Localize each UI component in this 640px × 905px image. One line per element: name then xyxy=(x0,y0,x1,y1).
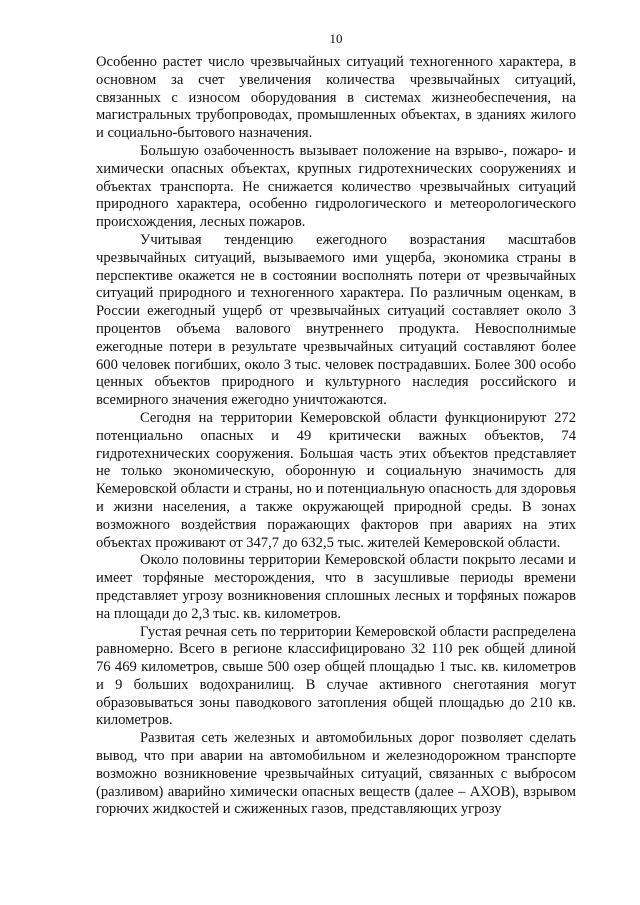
paragraph-3: Учитывая тенденцию ежегодного возрастания масштабов чрезвычайных ситуаций, вызываемого ими ущерба, экономика страны в перспективе окажется не в состоянии восполнять потери от чрезвычайных ситуаций природного и техногенного характера. По различным оценкам, в России ежегодный ущерб от чрезвычайных ситуаций составляет около 3 процентов объема валового внутреннего продукта. Невосполнимые ежегодные потери в результате чрезвычайных ситуаций составляют более 600 человек погибших, около 3 тыс. человек пострадавших. Более 300 особо ценных объектов природного и культурного наследия российского и всемирного значения ежегодно уничтожаются. xyxy=(96,231,576,409)
paragraph-4: Сегодня на территории Кемеровской области функционируют 272 потенциально опасных и 49 критически важных объектов, 74 гидротехнических сооружения. Большая часть этих объектов представляет не только экономическую, оборонную и социальную значимость для Кемеровской области и страны, но и потенциальную опасность для здоровья и жизни населения, а также окружающей природной среды. В зонах возможного воздействия поражающих факторов при авариях на этих объектах проживают от 347,7 до 632,5 тыс. жителей Кемеровской области. xyxy=(96,409,576,551)
paragraph-1: Особенно растет число чрезвычайных ситуаций техногенного характера, в основном за счет увеличения количества чрезвычайных ситуаций, связанных с износом оборудования в системах жизнеобеспечения, на магистральных трубопроводах, промышленных объектах, в зданиях жилого и социально-бытового назначения. xyxy=(96,54,576,142)
paragraph-2: Большую озабоченность вызывает положение на взрыво-, пожаро- и химически опасных объектах, крупных гидротехнических сооружениях и объектах транспорта. Не снижается количество чрезвычайных ситуаций природного характера, особенно гидрологического и метеорологического происхождения, лесных пожаров. xyxy=(96,142,576,231)
paragraph-7: Развитая сеть железных и автомобильных дорог позволяет сделать вывод, что при аварии на автомобильном и железнодорожном транспорте возможно возникновение чрезвычайных ситуаций, связанных с выбросом (разливом) аварийно химически опасных веществ (далее – АХОВ), взрывом горючих жидкостей и сжиженных газов, представляющих угрозу xyxy=(96,730,576,818)
paragraph-5: Около половины территории Кемеровской области покрыто лесами и имеет торфяные месторождения, что в засушливые периоды времени представляет угрозу возникновения сплошных лесных и торфяных пожаров на площади до 2,3 тыс. кв. километров. xyxy=(96,552,576,622)
page-number: 10 xyxy=(329,31,343,46)
paragraph-6: Густая речная сеть по территории Кемеровской области распределена равномерно. Всего в регионе классифицировано 32 110 рек общей длиной 76 469 километров, свыше 500 озер общей площадью 1 тыс. кв. километров и 9 больших водохранилищ. В случае активного снеготаяния могут образовываться зоны паводкового затопления общей площадью до 210 кв. километров. xyxy=(96,623,576,729)
document-page xyxy=(96,30,576,819)
